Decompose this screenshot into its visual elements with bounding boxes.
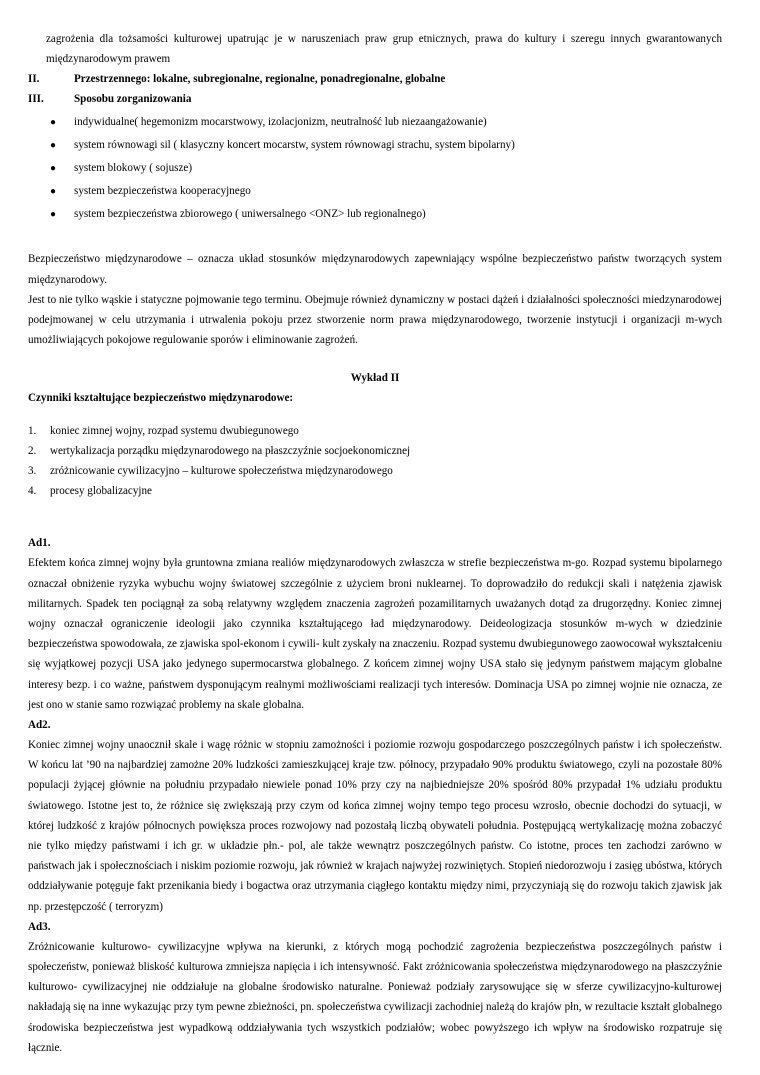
lecture-title: Wykład II <box>350 372 400 385</box>
criteria-number: III. <box>28 93 44 106</box>
factor-number: 4. <box>28 485 37 498</box>
factor-item <box>28 481 722 501</box>
factor-text: zróżnicowanie cywilizacyjno – kulturowe społeczeństwa międzynarodowego <box>50 465 393 478</box>
factor-number: 1. <box>28 425 37 438</box>
factors-heading: Czynniki kształtujące bezpieczeństwo międzynarodowe: <box>28 392 294 405</box>
factor-item <box>28 441 722 461</box>
bullet-dot-icon: ● <box>50 209 57 221</box>
factor-item <box>28 461 722 481</box>
bullet-item <box>28 134 722 157</box>
bullet-item <box>28 203 722 226</box>
organization-bullet-list <box>28 111 722 226</box>
ad2-paragraph: Koniec zimnej wojny unaocznił skale i wagę różnic w stopniu zamożności i poziomie rozwoju gospodarczego poszczególnych państw i ich społeczeństw. W końcu lat ’90 na najbardziej zamożne 20% ludzkości zamieszkującej kraje tzw. północy, przypadało 90% produktu światowego, czyli na pozostałe 80% populacji żyjącej głównie na południu przypadało niewiele ponad 10% przy czy na najbiedniejsze 20% spośród 80% przypadał 1% udziału produktu światowego. Istotne jest to, że różnice się zwiększają przy czym od końca zimnej wojny tempo tego procesu wzrosło, obecnie dochodzi do sytuacji, w której ludzkość z krajów północnych powiększa proces rozwojowy nad pozostałą liczbą obywateli południa. Postępującą wertykalizację można zobaczyć nie tylko między państwami i ich gr. w układzie płn.- pol, ale także wewnątrz poszczególnych państw. Co istotne, proces ten zachodzi zarówno w państwach jak i społecznościach i niskim poziomie rozwoju, jak również w krajach najwyżej rozwiniętych. Stopień niedorozwoju i zasięg ubóstwa, których oddziaływanie potęguje fakt przenikania biedy i bogactwa oraz utrzymania ciągłego kontaktu między nimi, przyczyniają się do rozwoju takich zjawisk jak np. przestępczość ( terroryzm) <box>28 739 722 913</box>
criteria-label: Przestrzennego: lokalne, subregionalne, regionalne, ponadregionalne, globalne <box>74 73 446 86</box>
bullet-dot-icon: ● <box>50 186 57 198</box>
bullet-text: system bezpieczeństwa zbiorowego ( uniwersalnego <ONZ> lub regionalnego) <box>74 208 426 221</box>
bullet-text: system blokowy ( sojusze) <box>74 162 193 175</box>
bullet-item <box>28 111 722 134</box>
factor-text: wertykalizacja porządku międzynarodowego na płaszczyźnie socjoekonomicznej <box>50 445 411 458</box>
factor-text: koniec zimnej wojny, rozpad systemu dwubiegunowego <box>50 425 299 438</box>
factors-list <box>28 421 722 501</box>
criteria-label: Sposobu zorganizowania <box>74 93 192 106</box>
factor-number: 2. <box>28 445 37 458</box>
bullet-dot-icon: ● <box>50 117 57 129</box>
ad1-paragraph: Efektem końca zimnej wojny była gruntowna zmiana realiów międzynarodowych zwłaszcza w strefie bezpieczeństwa m-go. Rozpad systemu bipolarnego oznaczał obniżenie ryzyka wybuchu wojny światowej szczególnie z użyciem broni nuklearnej. To doprowadziło do redukcji skali i natężenia zjawisk militarnych. Spadek ten pociągnął za sobą relatywny względem znaczenia zagrożeń pozamilitarnych uważanych dotąd za drugorzędny. Koniec zimnej wojny oznaczał ograniczenie ideologii jako czynnika kształtującego ład międzynarodowy. Deideologizacja stosunków m-wych w dziedzinie bezpieczeństwa spowodowała, ze zjawiska spol-ekonom i cywili- kult zyskały na znaczeniu. Rozpad systemu dwubiegunowego zaowocował wykształceniu się wyjątkowej pozycji USA jako jedynego supermocarstwa globalnego. Z końcem zimnej wojny USA stało się jedynym państwem mającym globalne interesy bezp. i co ważne, państwem dysponującym realnymi możliwościami realizacji tych interesów. Dominacja USA po zimnej wojnie nie oznacza, ze jest ono w stanie samo rozwiązać problemy na skale globalna. <box>28 557 722 711</box>
ad3-paragraph: Zróżnicowanie kulturowo- cywilizacyjne wpływa na kierunki, z których mogą pochodzić zagrożenia bezpieczeństwa poszczególnych państw i społeczeństw, ponieważ bliskość kulturowa zmniejsza napięcia i ich intensywność. Fakt zróżnicowania społeczeństwa międzynarodowego na płaszczyźnie kulturowo- cywilizacyjnej nie oddziałuje na globalne środowisko naturalne. Ponieważ podziały zarysowujące się w sferze cywilizacyjno-kulturowej nakładają się na inne wykazując przy tym pewne zbieżności, pn. społeczeństwa cywilizacji zachodniej należą do krajów płn, w rezultacie kształt globalnego środowiska bezpieczeństwa jest wypadkową oddziaływania tych wszystkich podziałów; wobec powyższego ich wpływ na środowisko rozpatruje się łącznie. <box>28 940 723 1054</box>
ad2-heading: Ad2. <box>28 719 51 732</box>
ad3-heading: Ad3. <box>28 920 51 933</box>
definition-extended-paragraph: Jest to nie tylko wąskie i statyczne pojmowanie tego terminu. Obejmuje również dynamiczny w postaci dążeń i działalności społeczności miedzynarodowej podejmowanej w celu utrzymania i utrwalenia pokoju przez stworzenie norm prawa międzynarodowego, tworzenie instytucji i organizacji m-wych umożliwiających pokojowe regulowanie sporów i eliminowanie zagrożeń. <box>28 293 722 347</box>
bullet-text: indywidualne( hegemonizm mocarstwowy, izolacjonizm, neutralność lub niezaangażowanie) <box>74 116 487 129</box>
bullet-item <box>28 157 722 180</box>
factor-text: procesy globalizacyjne <box>50 485 152 498</box>
definition-paragraph: Bezpieczeństwo międzynarodowe – oznacza układ stosunków międzynarodowych zapewniający wspólne bezpieczeństwo państw tworzących system międzynarodowy. <box>28 253 722 286</box>
bullet-text: system bezpieczeństwa kooperacyjnego <box>74 185 251 198</box>
bullet-item <box>28 180 722 203</box>
bullet-dot-icon: ● <box>50 163 57 175</box>
bullet-text: system równowagi sil ( klasyczny koncert mocarstw, system równowagi strachu, system bipolarny) <box>74 139 515 152</box>
bullet-dot-icon: ● <box>50 140 57 152</box>
criteria-item <box>28 69 722 89</box>
criteria-list <box>28 69 722 109</box>
factor-number: 3. <box>28 465 37 478</box>
intro-continuation: zagrożenia dla tożsamości kulturowej upatrując je w naruszeniach praw grup etnicznych, prawa do kultury i szeregu innych gwarantowanych międzynarodowym prawem <box>46 33 722 66</box>
criteria-item <box>28 89 722 109</box>
factor-item <box>28 421 722 441</box>
ad1-heading: Ad1. <box>28 537 51 550</box>
document-page <box>28 0 722 1058</box>
criteria-number: II. <box>28 73 40 86</box>
